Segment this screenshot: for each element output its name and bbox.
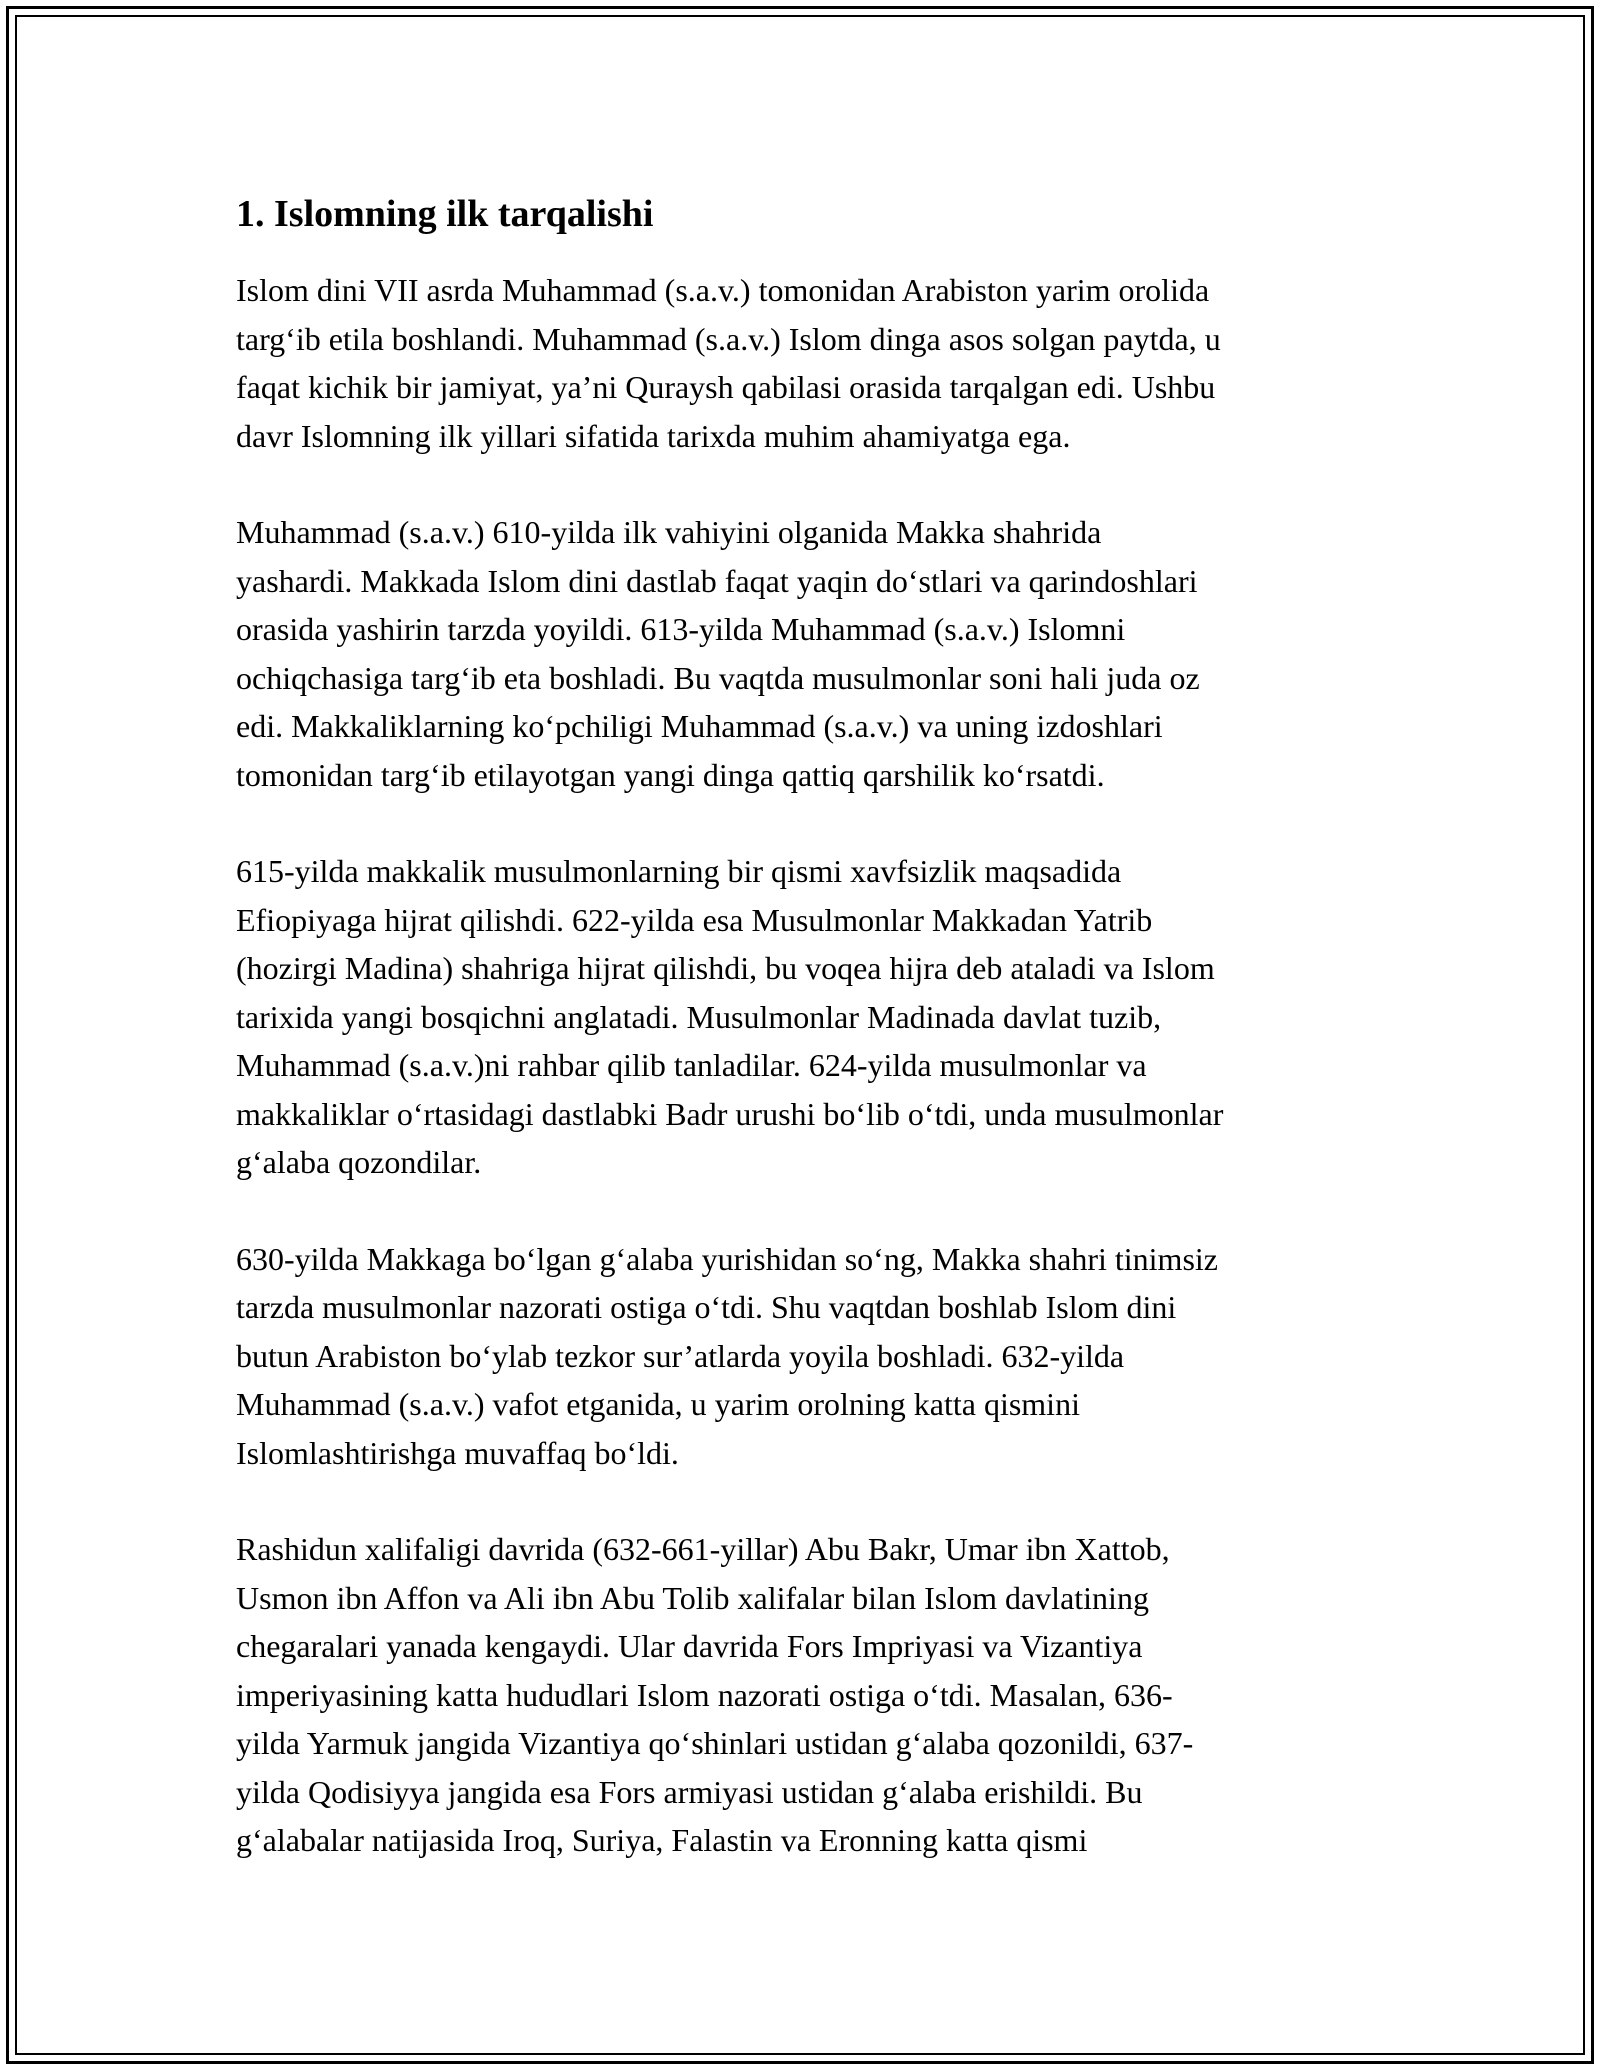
paragraph-1: Islom dini VII asrda Muhammad (s.a.v.) tomonidan Arabiston yarim orolida targ‘ib etila boshlandi. Muhammad (s.a.v.) Islom dinga asos solgan paytda, u faqat kichik bir jamiyat, ya’ni Quraysh qabilasi orasida tarqalgan edi. Ushbu davr Islomning ilk yillari sifatida tarixda muhim ahamiyatga ega.	[236, 272, 1221, 454]
document-body	[236, 188, 1376, 1913]
paragraph-2: Muhammad (s.a.v.) 610-yilda ilk vahiyini olganida Makka shahrida yashardi. Makkada Islom dini dastlab faqat yaqin do‘stlari va qarindoshlari orasida yashirin tarzda yoyildi. 613-yilda Muhammad (s.a.v.) Islomni ochiqchasiga targ‘ib eta boshladi. Bu vaqtda musulmonlar soni hali juda oz edi. Makkaliklarning ko‘pchiligi Muhammad (s.a.v.) va uning izdoshlari tomonidan targ‘ib etilayotgan yangi dinga qattiq qarshilik ko‘rsatdi.	[236, 514, 1200, 793]
paragraph-3: 615-yilda makkalik musulmonlarning bir qismi xavfsizlik maqsadida Efiopiyaga hijrat qilishdi. 622-yilda esa Musulmonlar Makkadan Yatrib (hozirgi Madina) shahriga hijrat qilishdi, bu voqea hijra deb ataladi va Islom tarixida yangi bosqichni anglatadi. Musulmonlar Madinada davlat tuzib, Muhammad (s.a.v.)ni rahbar qilib tanladilar. 624-yilda musulmonlar va makkaliklar o‘rtasidagi dastlabki Badr urushi bo‘lib o‘tdi, unda musulmonlar g‘alaba qozondilar.	[236, 853, 1224, 1180]
section-heading: 1. Islomning ilk tarqalishi	[236, 193, 654, 235]
paragraph-4: 630-yilda Makkaga bo‘lgan g‘alaba yurishidan so‘ng, Makka shahri tinimsiz tarzda musulmonlar nazorati ostiga o‘tdi. Shu vaqtdan boshlab Islom dini butun Arabiston bo‘ylab tezkor sur’atlarda yoyila boshladi. 632-yilda Muhammad (s.a.v.) vafot etganida, u yarim orolning katta qismini Islomlashtirishga muvaffaq bo‘ldi.	[236, 1240, 1218, 1471]
paragraph-5: Rashidun xalifaligi davrida (632-661-yillar) Abu Bakr, Umar ibn Xattob, Usmon ibn Affon va Ali ibn Abu Tolib xalifalar bilan Islom davlatining chegaralari yanada kengaydi. Ular davrida Fors Impriyasi va Vizantiya imperiyasining katta hududlari Islom nazorati ostiga o‘tdi. Masalan, 636- yilda Yarmuk jangida Vizantiya qo‘shinlari ustidan g‘alaba qozonildi, 637- yilda Qodisiyya jangida esa Fors armiyasi ustidan g‘alaba erishildi. Bu g‘alabalar natijasida Iroq, Suriya, Falastin va Eronning katta qismi	[236, 1531, 1194, 1858]
